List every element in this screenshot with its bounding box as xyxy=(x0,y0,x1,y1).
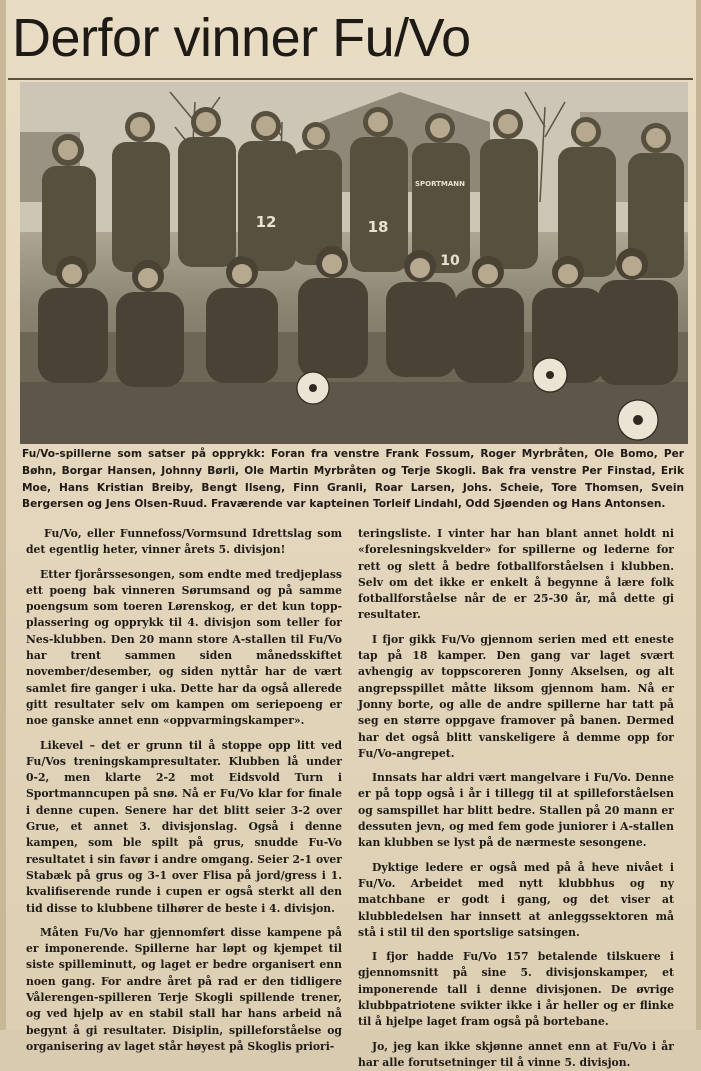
jersey-number-10: 10 xyxy=(440,253,460,269)
article-body xyxy=(26,526,674,1069)
headline: Derfor vinner Fu/Vo xyxy=(12,8,471,68)
jersey-number-18: 18 xyxy=(367,218,389,236)
photo-caption: Fu/Vo-spillerne som satser på opprykk: Foran fra venstre Frank Fossum, Roger Myrbråten, Ole Bomo, Per Bøhn, Borgar Hansen, Johnny Børli, Ole Martin Myrbråten og Terje Skogli. Bak fra venstre Per Finstad, Erik Moe, Hans Kristian Breiby, Bengt Ilseng, Finn Granli, Roar Larsen, Johs. Scheie, Tore Thomsen, Svein Bergersen og Jens Olsen-Ruud. Fraværende var kapteinen Torleif Lindahl, Odd Sjøenden og Hans Antonsen. xyxy=(22,448,684,511)
headline-rule xyxy=(8,78,693,80)
paper-edge-right xyxy=(696,0,701,1030)
article-paragraph: Etter fjorårssesongen, som endte med tredjeplass ett poeng bak vinneren Sørumsand og på samme poengsum som toeren Lørenskog, er det kun topp-plassering og opprykk til 4. divisjon som teller for Nes-klubben. Den 20 mann store A-stallen til Fu/Vo har trent sammen siden månedsskiftet november/desember, og siden nyttår har de vært samlet fire ganger i uka. Dette har da også allerede gitt resultater selv om kampen om seriepoeng er noe ganske annet enn «oppvarmingskamper». xyxy=(26,567,342,728)
jersey-number-12: 12 xyxy=(255,213,277,231)
sponsor-print: SPORTMANN xyxy=(414,180,466,188)
article-column-right xyxy=(358,526,674,1069)
article-paragraph: I fjor hadde Fu/Vo 157 betalende tilskuere i gjennomsnitt på sine 5. divisjonskamper, et imponerende tall i denne divisjonen. De øvrige klubbpatriotene svikter ikke i år heller og er flinke til å hjelpe laget fram også på bortebane. xyxy=(358,950,674,1029)
article-column-left xyxy=(26,526,342,1053)
article-paragraph: Jo, jeg kan ikke skjønne annet enn at Fu/Vo i år har alle forutsetninger til å vinne 5. divisjon. xyxy=(358,1039,674,1069)
article-paragraph: I fjor gikk Fu/Vo gjennom serien med ett eneste tap på 18 kamper. Den gang var laget svært avhengig av toppscoreren Jonny Akselsen, og alt angrepsspillet måtte liksom gjennom ham. Nå er Jonny borte, og alle de andre spillerne har tatt på seg en større oppgave framover på banen. Dermed har det også blitt vanskeligere å demme opp for Fu/Vo-angrepet. xyxy=(358,632,674,760)
article-paragraph: Dyktige ledere er også med på å heve nivået i Fu/Vo. Arbeidet med nytt klubbhus og ny matchbane er godt i gang, og det viser at klubbledelsen har innsett at anleggssektoren må stå i stil til den sportslige satsingen. xyxy=(358,860,674,939)
article-paragraph: Fu/Vo, eller Funnefoss/Vormsund Idrettslag som det egentlig heter, vinner årets 5. divisjon! xyxy=(26,527,342,557)
article-paragraph: teringsliste. I vinter har han blant annet holdt ni «forelesningskvelder» for spillerne og lederne for rett og slett å bedre fotballforståelsen i klubben. Selv om det ikke er enkelt å begynne å lære folk fotballforståelse når de er 25-30 år, må dette gi resultater. xyxy=(358,527,674,622)
article-paragraph: Innsats har aldri vært mangelvare i Fu/Vo. Denne er på topp også i år i tillegg til at spilleforståelsen og samspillet har blitt bedre. Stallen på 20 mann er dessuten jevn, og med fem gode juniorer i A-stallen kan klubben se lyst på de nærmeste sesongene. xyxy=(358,771,674,850)
article-paragraph: Måten Fu/Vo har gjennomført disse kampene på er imponerende. Spillerne har løpt og kjempet til siste spilleminutt, og laget er bedre organisert enn noen gang. For andre året på rad er den tidligere Vålerengen-spilleren Terje Skogli spillende trener, og ved hjelp av en stabil stall har hans arbeid nå begynt å gi resultater. Disiplin, spilleforståelse og organisering av laget står høyest på Skoglis priori- xyxy=(26,925,342,1053)
article-paragraph: Likevel – det er grunn til å stoppe opp litt ved Fu/Vos treningskampresultater. Klubben lå under 0-2, men klarte 2-2 mot Eidsvold Turn i Sportmanncupen på snø. Nå er Fu/Vo klar for finale i denne cupen. Senere har det blitt seier 3-2 over Grue, et annet 3. divisjonslag. Også i denne kampen, som ble spilt på grus, snudde Fu-Vo resultatet i sin favør i andre omgang. Seier 2-1 over Stabæk på grus og 3-1 over Flisa på jord/gress i 1. kvalifiserende runde i cupen er også sterkt all den tid disse to klubbene tilhører de beste i 4. divisjon. xyxy=(26,738,342,915)
team-photo xyxy=(20,82,688,444)
team-photo-illustration xyxy=(20,82,688,444)
paper-edge-left xyxy=(0,0,6,1030)
